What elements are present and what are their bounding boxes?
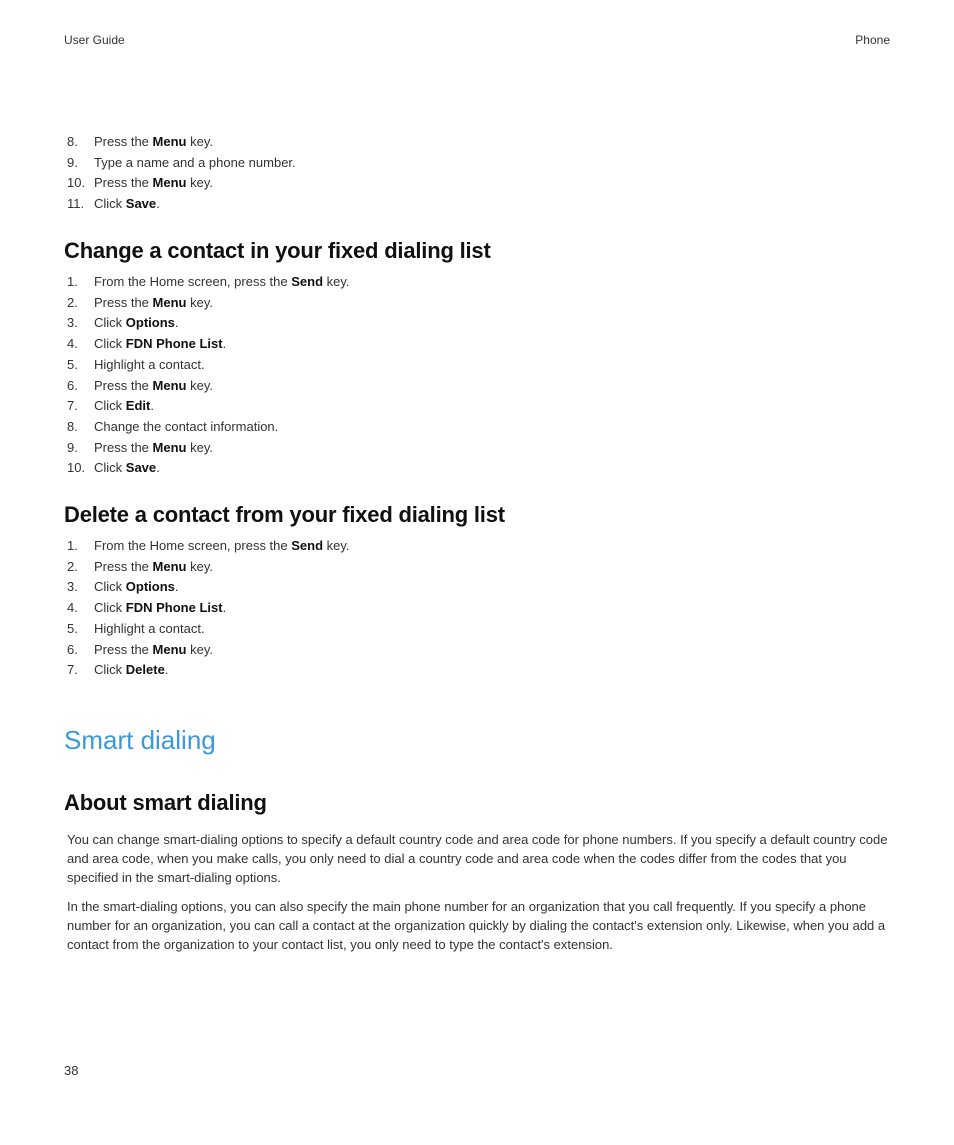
step-number: 9. xyxy=(67,154,78,170)
list-item xyxy=(64,640,350,661)
step-text: Click xyxy=(94,398,126,414)
list-item xyxy=(64,660,350,681)
list-item xyxy=(64,619,350,640)
list-item xyxy=(64,313,350,334)
step-keyword: Menu xyxy=(152,175,187,191)
step-text: Click xyxy=(94,315,126,331)
step-keyword: Menu xyxy=(152,377,187,393)
step-text-end: . xyxy=(156,460,160,476)
page-number: 38 xyxy=(64,1063,79,1078)
steps-list-continued xyxy=(64,132,296,215)
list-item xyxy=(64,536,350,557)
list-item xyxy=(64,173,296,194)
step-keyword: Menu xyxy=(152,294,187,310)
step-text-end: key. xyxy=(186,439,213,455)
step-keyword: Menu xyxy=(152,439,187,455)
list-item xyxy=(64,598,350,619)
step-text-end: key. xyxy=(186,377,213,393)
section-heading-delete-contact: Delete a contact from your fixed dialing list xyxy=(64,502,505,527)
step-number: 9. xyxy=(67,439,78,455)
step-text: Press the xyxy=(94,558,153,574)
step-text: Click xyxy=(94,662,126,678)
step-text: Highlight a contact. xyxy=(94,356,205,372)
step-keyword: FDN Phone List xyxy=(125,336,223,352)
step-text-end: key. xyxy=(186,558,213,574)
step-text-end: . xyxy=(150,398,154,414)
step-keyword: FDN Phone List xyxy=(125,600,223,616)
step-text-end: key. xyxy=(186,641,213,657)
step-text: Change the contact information. xyxy=(94,418,279,434)
step-keyword: Edit xyxy=(125,398,151,414)
list-item xyxy=(64,334,350,355)
step-text-end: key. xyxy=(186,134,213,149)
step-keyword: Menu xyxy=(152,558,187,574)
step-number: 2. xyxy=(67,558,78,574)
step-keyword: Options xyxy=(125,579,175,595)
chapter-title: Smart dialing xyxy=(64,725,216,755)
list-item xyxy=(64,577,350,598)
step-text-end: . xyxy=(164,662,169,678)
step-text: Press the xyxy=(94,134,153,149)
step-text: Highlight a contact. xyxy=(94,620,205,636)
steps-list-change-contact xyxy=(64,272,350,479)
step-text: Press the xyxy=(94,377,153,393)
step-text: Press the xyxy=(94,294,153,310)
step-number: 6. xyxy=(67,377,78,393)
step-keyword: Save xyxy=(125,196,157,212)
step-keyword: Menu xyxy=(152,641,187,657)
step-number: 10. xyxy=(67,175,86,191)
step-text-end: key. xyxy=(186,175,213,191)
step-text: Press the xyxy=(94,439,153,455)
step-number: 5. xyxy=(67,356,78,372)
step-number: 4. xyxy=(67,336,78,352)
step-text-end: . xyxy=(222,600,227,616)
header-doc-title: User Guide xyxy=(64,33,125,47)
body-paragraph: In the smart-dialing options, you can also specify the main phone number for an organization that you call frequently. If you specify a phone number for an organization, you can call a contact at the organization quickly by dialing the contact's extension only. Likewise, when you add a contact from the organization to your contact list, you only need to type the contact's extension. xyxy=(67,899,886,952)
step-text: From the Home screen, press the xyxy=(94,538,292,553)
step-text-end: key. xyxy=(323,538,350,553)
header-section-title: Phone xyxy=(855,33,890,47)
list-item xyxy=(64,293,350,314)
list-item xyxy=(64,194,296,215)
step-number: 1. xyxy=(67,274,78,289)
list-item xyxy=(64,438,350,459)
step-keyword: Options xyxy=(125,315,175,331)
section-heading-change-contact: Change a contact in your fixed dialing list xyxy=(64,238,491,263)
step-number: 10. xyxy=(67,460,86,476)
step-number: 5. xyxy=(67,620,78,636)
step-text: Type a name and a phone number. xyxy=(94,154,296,170)
step-text: Click xyxy=(94,600,126,616)
step-keyword: Menu xyxy=(152,134,187,149)
step-keyword: Save xyxy=(125,460,157,476)
step-text: Press the xyxy=(94,641,153,657)
step-number: 3. xyxy=(67,315,78,331)
step-number: 8. xyxy=(67,418,78,434)
step-number: 1. xyxy=(67,538,78,553)
steps-list-delete-contact xyxy=(64,536,350,681)
step-text: From the Home screen, press the xyxy=(94,274,292,289)
step-keyword: Send xyxy=(291,538,324,553)
step-number: 3. xyxy=(67,579,78,595)
step-number: 2. xyxy=(67,294,78,310)
list-item xyxy=(64,376,350,397)
step-text-end: . xyxy=(174,579,179,595)
step-text-end: . xyxy=(222,336,227,352)
list-item xyxy=(64,557,350,578)
list-item xyxy=(64,132,296,153)
step-text: Press the xyxy=(94,175,153,191)
step-keyword: Delete xyxy=(125,662,165,678)
step-number: 4. xyxy=(67,600,78,616)
step-text: Click xyxy=(94,196,126,212)
body-paragraph: You can change smart-dialing options to specify a default country code and area code for phone numbers. If you specify a default country code and area code, when you make calls, you only need to dial a country code and area code when the codes differ from the codes that you specified in the smart-dialing options. xyxy=(67,832,888,885)
step-keyword: Send xyxy=(291,274,324,289)
step-number: 7. xyxy=(67,398,78,414)
list-item xyxy=(64,458,350,479)
list-item xyxy=(64,355,350,376)
step-text-end: . xyxy=(156,196,160,212)
list-item xyxy=(64,417,350,438)
step-number: 6. xyxy=(67,641,78,657)
step-text-end: key. xyxy=(186,294,213,310)
list-item xyxy=(64,272,350,293)
step-text: Click xyxy=(94,460,126,476)
step-number: 8. xyxy=(67,134,78,149)
step-number: 11. xyxy=(67,196,85,212)
list-item xyxy=(64,396,350,417)
page-header xyxy=(64,33,890,49)
step-text: Click xyxy=(94,579,126,595)
step-text-end: . xyxy=(174,315,179,331)
step-number: 7. xyxy=(67,662,78,678)
section-heading-about: About smart dialing xyxy=(64,790,267,815)
list-item xyxy=(64,153,296,174)
step-text: Click xyxy=(94,336,126,352)
step-text-end: key. xyxy=(323,274,350,289)
